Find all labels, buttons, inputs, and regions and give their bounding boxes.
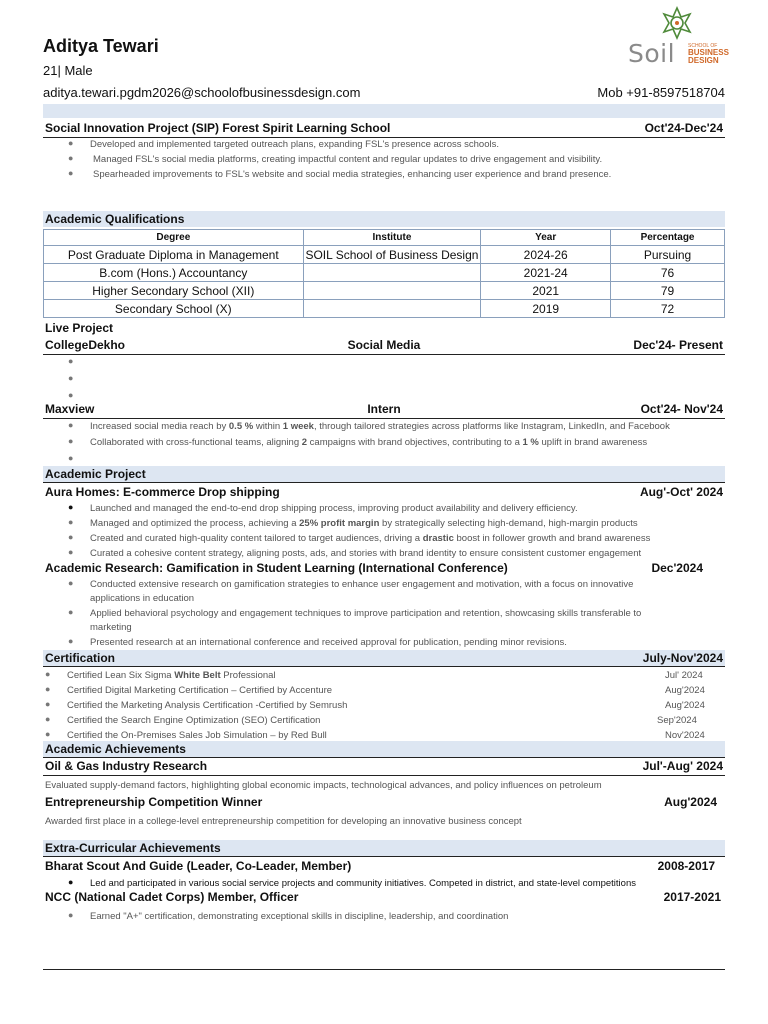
- table-row: [44, 282, 725, 300]
- bullet-dot: ●: [68, 607, 74, 617]
- bullet-dot: ●: [68, 910, 74, 920]
- maxview-row: [43, 402, 725, 419]
- activity-title: NCC (National Cadet Corps) Member, Officer: [45, 890, 299, 904]
- table-cell: [303, 300, 481, 318]
- oil-gas-description: Evaluated supply-demand factors, highlighting global economic impacts, technological advances, and policy influences on petroleum: [45, 780, 602, 791]
- table-row: [44, 264, 725, 282]
- candidate-name: Aditya Tewari: [43, 36, 159, 56]
- column-header: Percentage: [611, 230, 725, 246]
- company-name: Maxview: [45, 402, 95, 416]
- bullet-dot: ●: [68, 373, 74, 383]
- bullet-dot: ●: [68, 453, 74, 463]
- mobile-number: Mob +91-8597518704: [597, 85, 725, 100]
- role: Intern: [367, 402, 401, 416]
- bullet-dot: ●: [45, 714, 51, 724]
- cert-date-3: Aug'2024: [665, 700, 705, 711]
- bullet-dot: ●: [68, 578, 74, 588]
- column-header: Year: [481, 230, 611, 246]
- certification-date: July-Nov'2024: [642, 651, 723, 665]
- extra-curricular-title: Extra-Curricular Achievements: [45, 841, 221, 855]
- table-cell: Higher Secondary School (XII): [44, 282, 304, 300]
- table-cell: 2024-26: [481, 246, 611, 264]
- date: Dec'24- Present: [633, 338, 723, 352]
- live-project-title: Live Project: [45, 321, 114, 335]
- date: 2008-2017: [657, 859, 715, 873]
- bullet-dot: ●: [68, 168, 74, 178]
- cert-date-2: Aug'2024: [665, 685, 705, 696]
- logo-school-of: SCHOOL OF: [688, 43, 718, 49]
- table-cell: 76: [611, 264, 725, 282]
- activity-title: Bharat Scout And Guide (Leader, Co-Leader, Member): [45, 859, 352, 873]
- research-bullet-3: Presented research at an international conference and received approval for publication, pending minor revisions.: [90, 637, 567, 648]
- academic-qualifications-heading: [43, 211, 725, 227]
- mandala-icon: [660, 6, 694, 40]
- date: Oct'24- Nov'24: [640, 402, 723, 416]
- aura-bullet-1: Launched and managed the end-to-end drop shipping process, improving product availability and delivery efficiency.: [90, 503, 578, 514]
- ncc-bullet-1: Earned "A+" certification, demonstrating exceptional skills in discipline, leadership, and coordination: [90, 911, 509, 922]
- academic-achievements-heading: [43, 741, 725, 758]
- project-title: Aura Homes: E-commerce Drop shipping: [45, 485, 280, 499]
- aura-bullet-3: Created and curated high-quality content tailored to target audiences, driving a drastic boost in follower growth and brand awareness: [90, 533, 651, 544]
- bullet-dot: ●: [68, 517, 74, 527]
- achievement-title: Entrepreneurship Competition Winner: [45, 795, 263, 809]
- bullet-dot: ●: [68, 420, 74, 430]
- bullet-dot: ●: [45, 729, 51, 739]
- achievement-title: Oil & Gas Industry Research: [45, 759, 208, 773]
- collegedekho-row: [43, 338, 725, 355]
- sip-date: Oct'24-Dec'24: [644, 121, 723, 135]
- extra-curricular-heading: [43, 840, 725, 857]
- age-gender: 21| Male: [43, 63, 93, 78]
- bullet-dot: ●: [68, 547, 74, 557]
- footer-divider: [43, 969, 725, 970]
- table-cell: Pursuing: [611, 246, 725, 264]
- table-cell: SOIL School of Business Design: [303, 246, 481, 264]
- aura-bullet-2: Managed and optimized the process, achieving a 25% profit margin by strategically selecting high-demand, high-margin products: [90, 518, 638, 529]
- academic-project-heading: [43, 466, 725, 483]
- aura-bullet-4: Curated a cohesive content strategy, aligning posts, ads, and stories with brand identity to ensure consistent customer engagement: [90, 548, 642, 559]
- academic-achievements-title: Academic Achievements: [45, 742, 186, 756]
- table-cell: 72: [611, 300, 725, 318]
- scout-bullet-1: Led and participated in various social service projects and community initiatives. Competed in district, and state-level competitions: [90, 878, 636, 889]
- table-cell: B.com (Hons.) Accountancy: [44, 264, 304, 282]
- research-bullet-1a: Conducted extensive research on gamification strategies to enhance user engagement and motivation, with a focus on innovative: [90, 579, 634, 590]
- bullet-dot: ●: [68, 532, 74, 542]
- bullet-dot: ●: [45, 684, 51, 694]
- logo-design: DESIGN: [688, 56, 719, 65]
- table-cell: 2021-24: [481, 264, 611, 282]
- oil-gas-row: [43, 759, 725, 776]
- sip-title: Social Innovation Project (SIP) Forest Spirit Learning School: [45, 121, 391, 135]
- role: Social Media: [347, 338, 421, 352]
- email-address: aditya.tewari.pgdm2026@schoolofbusinessdesign.com: [43, 85, 361, 100]
- table-row: [44, 300, 725, 318]
- date: Dec'2024: [651, 561, 703, 575]
- logo-soil-text: Soil: [628, 39, 676, 68]
- cert-date-4: Sep'2024: [657, 715, 697, 726]
- table-row: [44, 246, 725, 264]
- cert-item-1: Certified Lean Six Sigma White Belt Professional: [67, 670, 276, 681]
- sip-bullet-2: Managed FSL's social media platforms, creating impactful content and regular updates to drive engagement and visibility.: [93, 154, 603, 165]
- bullet-dot: ●: [68, 877, 74, 887]
- school-logo: [628, 6, 728, 66]
- bullet-dot: ●: [68, 356, 74, 366]
- maxview-bullet-1: Increased social media reach by 0.5 % within 1 week, through tailored strategies across platforms like Instagram, LinkedIn, and Facebook: [90, 421, 670, 432]
- date: Jul'-Aug' 2024: [642, 759, 723, 773]
- table-cell: 2021: [481, 282, 611, 300]
- bullet-dot: ●: [68, 636, 74, 646]
- bullet-dot: ●: [68, 436, 74, 446]
- entrepreneurship-description: Awarded first place in a college-level entrepreneurship competition for developing an innovative business concept: [45, 816, 522, 827]
- sip-bullet-1: Developed and implemented targeted outreach plans, expanding FSL's presence across schools.: [90, 139, 499, 150]
- date: 2017-2021: [663, 890, 721, 904]
- research-bullet-2b: marketing: [90, 622, 132, 633]
- cert-date-1: Jul' 2024: [665, 670, 703, 681]
- cert-item-4: Certified the Search Engine Optimization (SEO) Certification: [67, 715, 321, 726]
- table-cell: 2019: [481, 300, 611, 318]
- sip-bullet-3: Spearheaded improvements to FSL's website and social media strategies, enhancing user experience and brand presence.: [93, 169, 612, 180]
- bullet-dot: ●: [68, 502, 74, 512]
- table-header-row: [44, 230, 725, 246]
- academic-qualifications-title: Academic Qualifications: [45, 212, 185, 226]
- cert-item-3: Certified the Marketing Analysis Certification -Certified by Semrush: [67, 700, 348, 711]
- research-bullet-2a: Applied behavioral psychology and engagement techniques to improve participation and retention, showcasing skills transferable to: [90, 608, 642, 619]
- certification-heading: [43, 650, 725, 667]
- maxview-bullet-2: Collaborated with cross-functional teams, aligning 2 campaigns with brand objectives, contributing to a 1 % uplift in brand awareness: [90, 437, 648, 448]
- table-cell: [303, 282, 481, 300]
- table-cell: [303, 264, 481, 282]
- date: Aug'-Oct' 2024: [639, 485, 723, 499]
- table-cell: Post Graduate Diploma in Management: [44, 246, 304, 264]
- cert-item-2: Certified Digital Marketing Certification – Certified by Accenture: [67, 685, 333, 696]
- bullet-dot: ●: [68, 138, 74, 148]
- research-bullet-1b: applications in education: [90, 593, 195, 604]
- bullet-dot: ●: [68, 153, 74, 163]
- column-header: Institute: [303, 230, 481, 246]
- table-cell: Secondary School (X): [44, 300, 304, 318]
- certification-title: Certification: [45, 651, 116, 665]
- company-name: CollegeDekho: [45, 338, 126, 352]
- academic-project-title: Academic Project: [45, 467, 146, 481]
- bullet-dot: ●: [45, 669, 51, 679]
- bullet-dot: ●: [68, 390, 74, 400]
- sip-heading: [43, 121, 725, 138]
- column-header: Degree: [44, 230, 304, 246]
- header-divider-band: [43, 104, 725, 118]
- bullet-dot: ●: [45, 699, 51, 709]
- table-cell: 79: [611, 282, 725, 300]
- logo-business: BUSINESS: [688, 48, 729, 57]
- cert-item-5: Certified the On-Premises Sales Job Simulation – by Red Bull: [67, 730, 327, 741]
- date: Aug'2024: [664, 795, 717, 809]
- research-title: Academic Research: Gamification in Student Learning (International Conference): [45, 561, 508, 575]
- academic-table: [43, 229, 725, 318]
- cert-date-5: Nov'2024: [665, 730, 705, 741]
